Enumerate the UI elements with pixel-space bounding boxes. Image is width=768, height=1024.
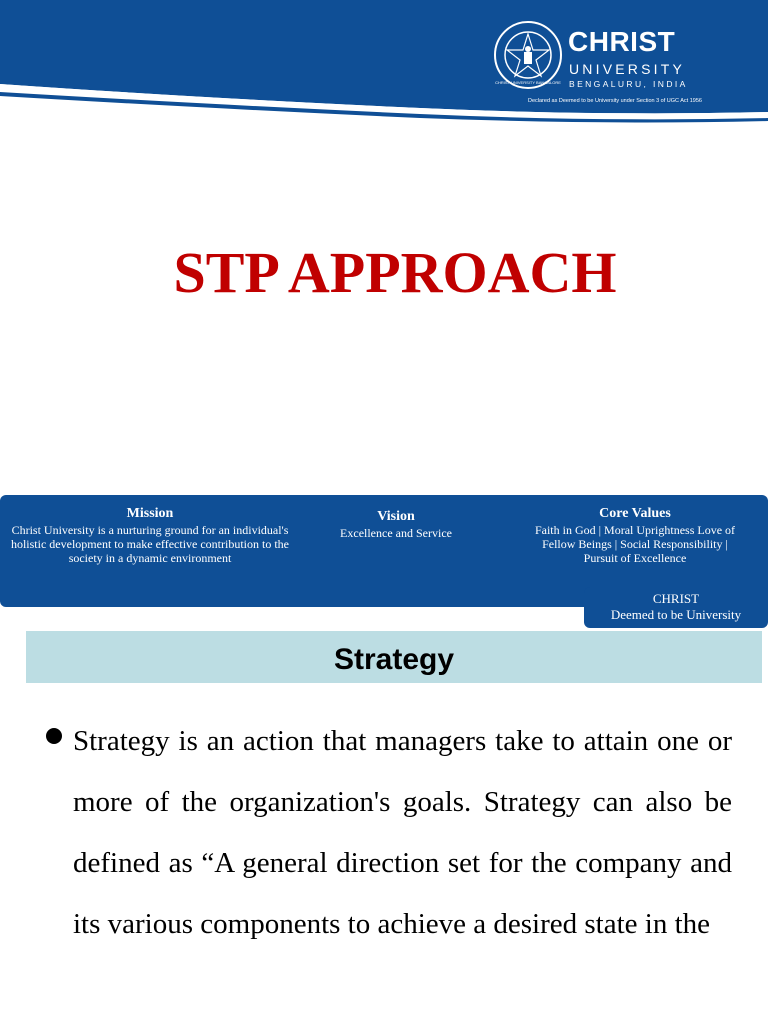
vision-block [318,509,474,540]
logo-place: BENGALURU, INDIA [569,79,688,89]
core-values-block [525,506,745,565]
core-values-heading: Core Values [599,506,671,521]
mission-text: Christ University is a nurturing ground for an individual's holistic development to make effective contribution to the society in a dynamic environment [10,523,290,565]
mission-heading: Mission [126,506,174,521]
university-seal-icon [493,20,563,90]
seal-lettering: CHRIST UNIVERSITY BANGALORE [495,80,561,85]
slide-title: STP APPROACH [173,240,617,305]
section-heading: Strategy [333,643,455,676]
christ-tag-line1: CHRIST [652,591,700,606]
vision-text: Excellence and Service [340,526,452,540]
vision-heading: Vision [377,509,415,524]
logo-note: Declared as Deemed to be University under Section 3 of UGC Act 1956 [528,98,702,104]
core-values-text: Faith in God | Moral Uprightness Love of Fellow Beings | Social Responsibility | Pursuit of Excellence [534,523,736,565]
christ-tag-line2: Deemed to be University [610,607,742,622]
section-heading-bar [26,631,762,683]
logo-subtitle: UNIVERSITY [569,61,686,77]
bullet-text: Strategy is an action that managers take to attain one or more of the organization's goals. Strategy can also be defined as “A general direction set for the company and its various components to achieve a desired state in the [73,725,732,940]
christ-tag [584,587,768,628]
logo-name: CHRIST [568,26,676,57]
header-banner [0,0,768,130]
bullet-dot-icon [46,728,62,744]
mission-block [5,506,295,565]
